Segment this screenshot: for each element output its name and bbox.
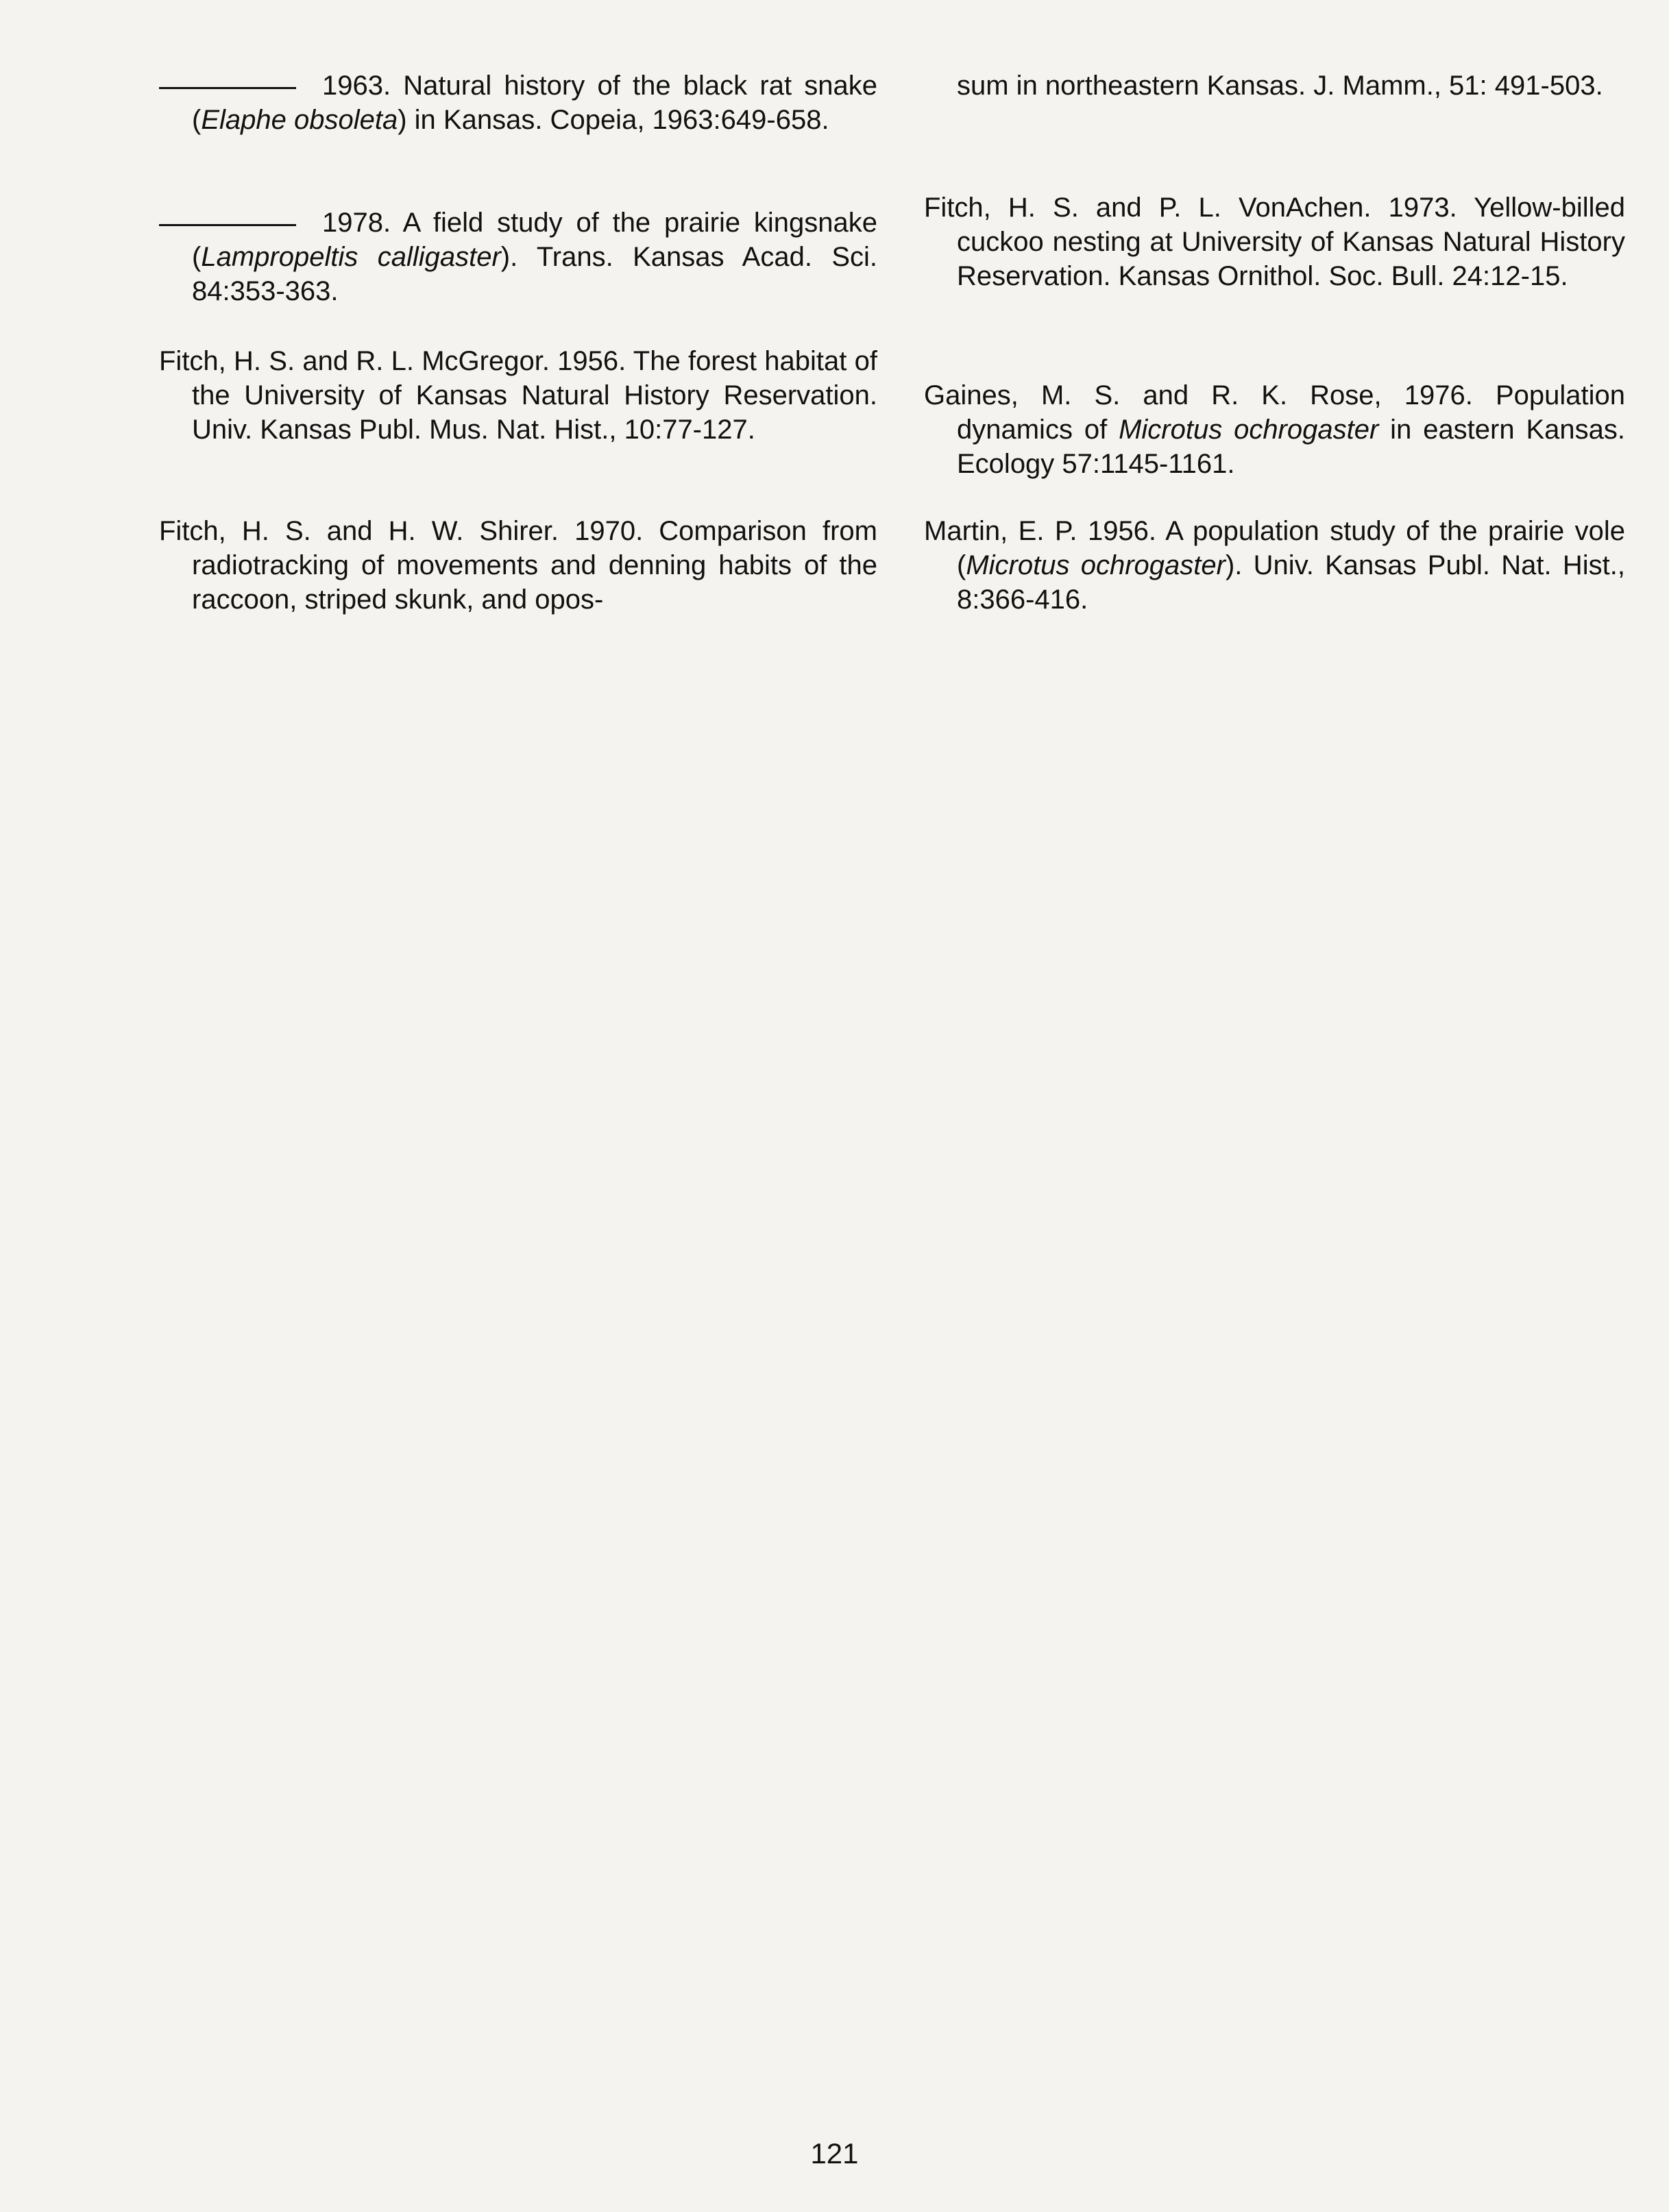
reference-entry: Martin, E. P. 1956. A population study of the prairie vole (Microtus ochrogaster). Univ. Kansas Publ. Nat. Hist., 8:366-416.: [924, 516, 1625, 615]
reference-entry: 1978. A field study of the prairie kingsnake (Lampropeltis calligaster). Trans. Kansas Acad. Sci. 84:353-363.: [159, 206, 877, 308]
reference-entry-continued: sum in northeastern Kansas. J. Mamm., 51: 491-503.: [957, 71, 1603, 101]
repeat-author-dash: [159, 87, 296, 89]
reference-entry: Fitch, H. S. and R. L. McGregor. 1956. The forest habitat of the University of Kansas Natural History Reservation. Univ. Kansas Publ. Mus. Nat. Hist., 10:77-127.: [159, 346, 877, 445]
repeat-author-dash: [159, 224, 296, 226]
reference-entry: Fitch, H. S. and H. W. Shirer. 1970. Comparison from radiotracking of movements and denning habits of the raccoon, striped skunk, and opos-: [159, 516, 877, 615]
reference-entry: 1963. Natural history of the black rat snake (Elaphe obsoleta) in Kansas. Copeia, 1963:649-658.: [159, 69, 877, 137]
reference-entry: Gaines, M. S. and R. K. Rose, 1976. Population dynamics of Microtus ochrogaster in eastern Kansas. Ecology 57:1145-1161.: [924, 380, 1626, 479]
reference-entry: Fitch, H. S. and P. L. VonAchen. 1973. Yellow-billed cuckoo nesting at University of Kansas Natural History Reservation. Kansas Ornithol. Soc. Bull. 24:12-15.: [924, 193, 1625, 291]
page-number: 121: [810, 2137, 859, 2170]
